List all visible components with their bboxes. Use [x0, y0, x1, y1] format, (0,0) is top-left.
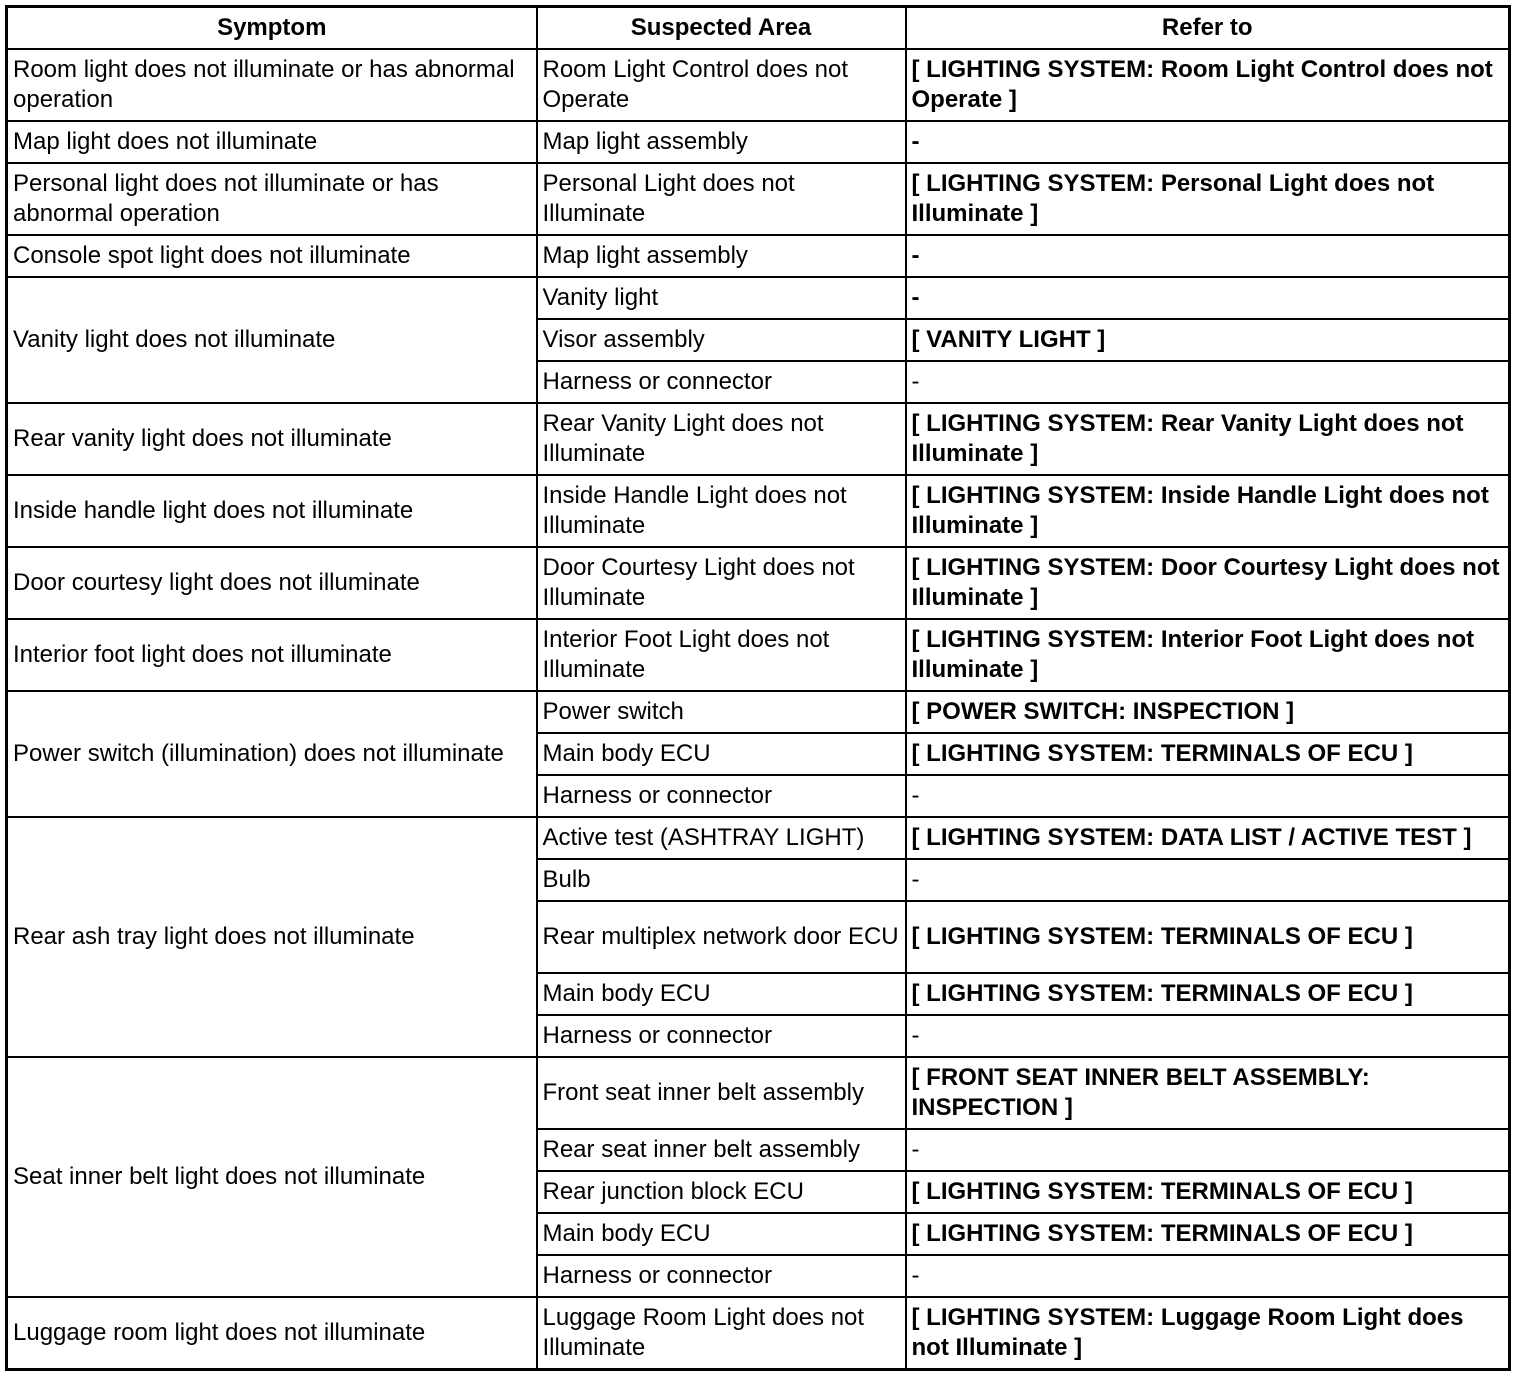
header-row — [7, 7, 1510, 50]
suspected-area-cell: Door Courtesy Light does not Illuminate — [537, 547, 906, 619]
refer-to-cell: [ LIGHTING SYSTEM: Luggage Room Light does not Illuminate ] — [906, 1297, 1510, 1370]
suspected-area-cell: Power switch — [537, 691, 906, 733]
problem-symptoms-table — [5, 5, 1511, 1371]
suspected-area-cell: Personal Light does not Illuminate — [537, 163, 906, 235]
table-row — [7, 619, 1510, 691]
symptom-cell: Luggage room light does not illuminate — [7, 1297, 537, 1370]
symptom-cell: Door courtesy light does not illuminate — [7, 547, 537, 619]
symptom-cell: Seat inner belt light does not illuminate — [7, 1057, 537, 1297]
table-row — [7, 163, 1510, 235]
refer-to-cell: [ POWER SWITCH: INSPECTION ] — [906, 691, 1510, 733]
refer-to-cell: [ LIGHTING SYSTEM: Interior Foot Light does not Illuminate ] — [906, 619, 1510, 691]
suspected-area-cell: Room Light Control does not Operate — [537, 49, 906, 121]
refer-to-cell: [ LIGHTING SYSTEM: Personal Light does not Illuminate ] — [906, 163, 1510, 235]
symptom-cell: Inside handle light does not illuminate — [7, 475, 537, 547]
refer-to-cell: [ LIGHTING SYSTEM: DATA LIST / ACTIVE TEST ] — [906, 817, 1510, 859]
symptom-cell: Interior foot light does not illuminate — [7, 619, 537, 691]
symptom-cell: Rear vanity light does not illuminate — [7, 403, 537, 475]
symptom-cell: Personal light does not illuminate or has abnormal operation — [7, 163, 537, 235]
suspected-area-cell: Main body ECU — [537, 733, 906, 775]
suspected-area-cell: Rear Vanity Light does not Illuminate — [537, 403, 906, 475]
refer-to-cell: [ LIGHTING SYSTEM: TERMINALS OF ECU ] — [906, 901, 1510, 973]
suspected-area-cell: Interior Foot Light does not Illuminate — [537, 619, 906, 691]
symptom-cell: Map light does not illuminate — [7, 121, 537, 163]
header-symptom: Symptom — [7, 7, 537, 50]
suspected-area-cell: Inside Handle Light does not Illuminate — [537, 475, 906, 547]
symptom-cell: Vanity light does not illuminate — [7, 277, 537, 403]
header-suspected-area: Suspected Area — [537, 7, 906, 50]
refer-to-cell: [ LIGHTING SYSTEM: Inside Handle Light does not Illuminate ] — [906, 475, 1510, 547]
symptom-cell: Power switch (illumination) does not illuminate — [7, 691, 537, 817]
symptom-cell: Room light does not illuminate or has abnormal operation — [7, 49, 537, 121]
suspected-area-cell: Bulb — [537, 859, 906, 901]
suspected-area-cell: Map light assembly — [537, 121, 906, 163]
table-row — [7, 691, 1510, 733]
refer-to-cell: - — [906, 121, 1510, 163]
refer-to-cell: [ VANITY LIGHT ] — [906, 319, 1510, 361]
suspected-area-cell: Front seat inner belt assembly — [537, 1057, 906, 1129]
suspected-area-cell: Main body ECU — [537, 973, 906, 1015]
refer-to-cell: - — [906, 277, 1510, 319]
suspected-area-cell: Luggage Room Light does not Illuminate — [537, 1297, 906, 1370]
suspected-area-cell: Harness or connector — [537, 361, 906, 403]
refer-to-cell: [ LIGHTING SYSTEM: Room Light Control does not Operate ] — [906, 49, 1510, 121]
refer-to-cell: [ LIGHTING SYSTEM: TERMINALS OF ECU ] — [906, 733, 1510, 775]
refer-to-cell: - — [906, 775, 1510, 817]
table-row — [7, 475, 1510, 547]
refer-to-cell: - — [906, 1015, 1510, 1057]
refer-to-cell: - — [906, 1255, 1510, 1297]
refer-to-cell: [ LIGHTING SYSTEM: TERMINALS OF ECU ] — [906, 1171, 1510, 1213]
refer-to-cell: [ LIGHTING SYSTEM: TERMINALS OF ECU ] — [906, 973, 1510, 1015]
table-row — [7, 235, 1510, 277]
suspected-area-cell: Rear seat inner belt assembly — [537, 1129, 906, 1171]
symptom-cell: Console spot light does not illuminate — [7, 235, 537, 277]
refer-to-cell: - — [906, 1129, 1510, 1171]
refer-to-cell: - — [906, 235, 1510, 277]
refer-to-cell: [ LIGHTING SYSTEM: Door Courtesy Light does not Illuminate ] — [906, 547, 1510, 619]
table-row — [7, 817, 1510, 859]
suspected-area-cell: Active test (ASHTRAY LIGHT) — [537, 817, 906, 859]
refer-to-cell: - — [906, 859, 1510, 901]
suspected-area-cell: Visor assembly — [537, 319, 906, 361]
symptom-cell: Rear ash tray light does not illuminate — [7, 817, 537, 1057]
header-refer-to: Refer to — [906, 7, 1510, 50]
suspected-area-cell: Harness or connector — [537, 1255, 906, 1297]
suspected-area-cell: Vanity light — [537, 277, 906, 319]
suspected-area-cell: Rear multiplex network door ECU — [537, 901, 906, 973]
table-row — [7, 49, 1510, 121]
table-row — [7, 277, 1510, 319]
refer-to-cell: [ LIGHTING SYSTEM: Rear Vanity Light does not Illuminate ] — [906, 403, 1510, 475]
refer-to-cell: [ LIGHTING SYSTEM: TERMINALS OF ECU ] — [906, 1213, 1510, 1255]
refer-to-cell: - — [906, 361, 1510, 403]
refer-to-cell: [ FRONT SEAT INNER BELT ASSEMBLY: INSPECTION ] — [906, 1057, 1510, 1129]
table-row — [7, 403, 1510, 475]
suspected-area-cell: Map light assembly — [537, 235, 906, 277]
table-row — [7, 1297, 1510, 1370]
suspected-area-cell: Main body ECU — [537, 1213, 906, 1255]
suspected-area-cell: Rear junction block ECU — [537, 1171, 906, 1213]
table-row — [7, 121, 1510, 163]
table-row — [7, 1057, 1510, 1129]
suspected-area-cell: Harness or connector — [537, 775, 906, 817]
suspected-area-cell: Harness or connector — [537, 1015, 906, 1057]
table-row — [7, 547, 1510, 619]
